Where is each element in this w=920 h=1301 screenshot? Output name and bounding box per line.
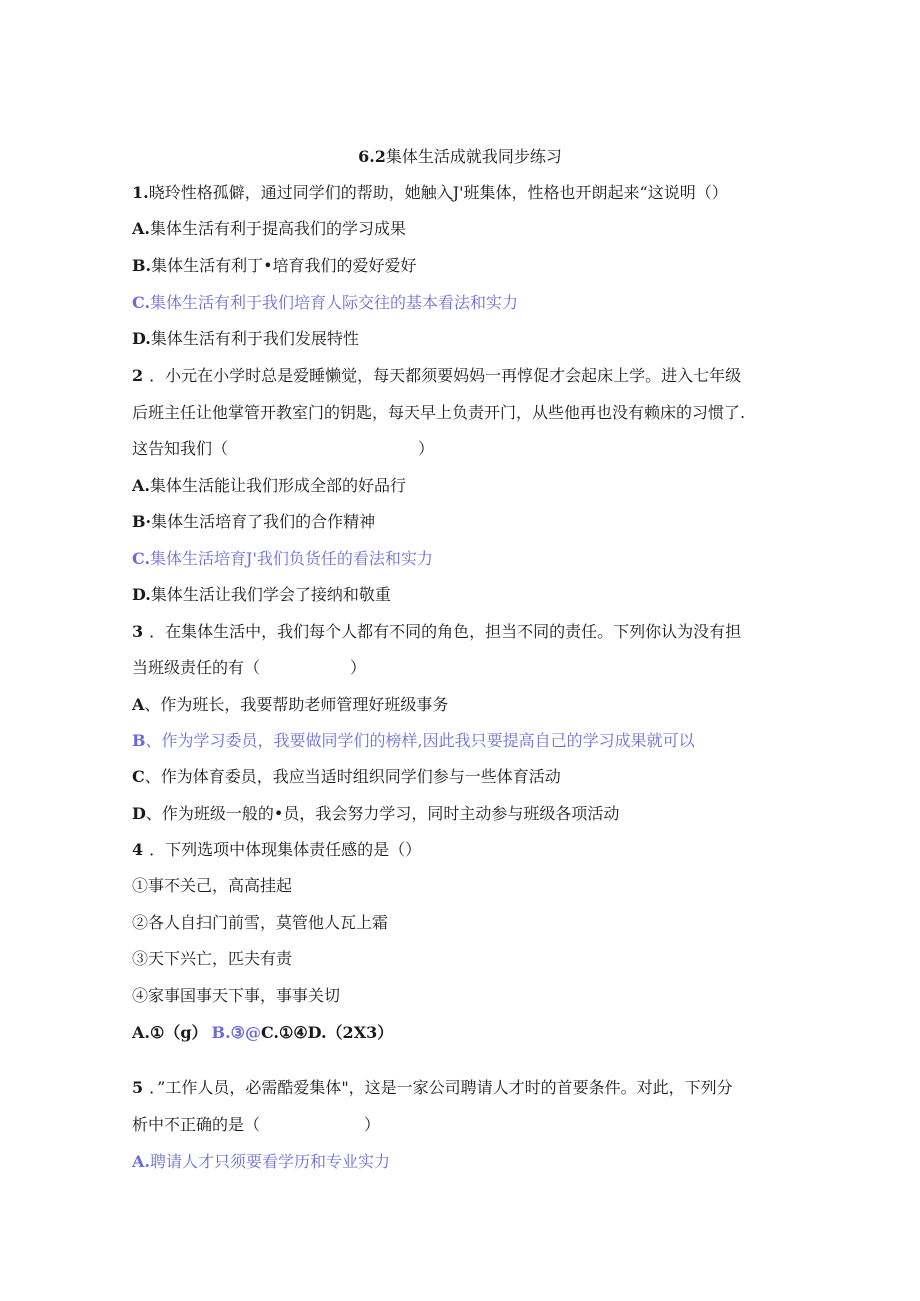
q1-option-a: A.集体生活有利于提高我们的学习成果 — [132, 219, 406, 238]
q4-statement-2: ②各人自扫门前雪，莫管他人瓦上霜 — [132, 913, 389, 932]
question-number: 1. — [132, 183, 149, 202]
q2-option-a: A.集体生活能让我们形成全部的好品行 — [132, 476, 406, 495]
q4-statement-4: ④家事国事天下事，事事关切 — [132, 986, 341, 1005]
q3-option-a: A、作为班长，我要帮助老师管理好班级事务 — [132, 695, 449, 714]
question-number: 3 — [132, 622, 144, 641]
q1-option-d: D.集体生活有利于我们发展特性 — [132, 329, 359, 348]
q4-choice-b: B.③@ — [211, 1023, 261, 1042]
q1-option-c: C.集体生活有利于我们培育人际交往的基本看法和实力 — [132, 293, 519, 312]
question-number: 4 — [132, 840, 144, 859]
question-2-stem-line-1: 2 ．小元在小学时总是爱睡懒觉，每天都须要妈妈一再惇促才会起床上学。进入七年级 — [132, 366, 742, 385]
question-3-stem-line-1: 3 ．在集体生活中，我们每个人都有不同的角色，担当不同的责任。下列你认为没有担 — [132, 622, 742, 641]
q4-statement-1: ①事不关己，高高挂起 — [132, 876, 293, 895]
q4-answer-choices — [132, 1022, 393, 1044]
q3-option-d: D、作为班级一般的•员，我会努力学习，同时主动参与班级各项活动 — [132, 804, 620, 823]
q2-option-b: B·集体生活培育了我们的合作精神 — [132, 512, 376, 531]
question-2-stem-line-3: 这告知我们（ ） — [132, 439, 435, 458]
title-number: 6.2 — [358, 147, 386, 166]
question-2-stem-line-2: 后班主任让他掌管开教室门的钥匙，每天早上负责开门，从些他再也没有赖床的习惯了. — [132, 403, 746, 422]
title-text: 集体生活成就我同步练习 — [385, 147, 562, 166]
question-3-stem-line-2: 当班级责任的有（ ） — [132, 658, 367, 677]
q1-option-b: B.集体生活有利丁•培育我们的爱好爱好 — [132, 256, 417, 275]
q4-statement-3: ③天下兴亡，匹夫有责 — [132, 949, 293, 968]
q2-option-c: C.集体生活培育J'我们负货任的看法和实力 — [132, 549, 433, 568]
question-1-stem: 1.晓玲性格孤僻，通过同学们的帮助，她触入J'班集体，性格也开朗起来“这说明（） — [132, 183, 728, 202]
q3-option-b: B、作为学习委员，我要做同学们的榜样,因此我只要提高自己的学习成果就可以 — [132, 731, 695, 750]
q5-option-a: A.聘请人才只须要看学历和专业实力 — [132, 1152, 390, 1171]
q3-option-c: C、作为体育委员，我应当适时组织同学们参与一些体育活动 — [132, 767, 561, 786]
question-5-stem-line-2: 析中不正确的是（ ） — [132, 1115, 381, 1134]
question-number: 2 — [132, 366, 144, 385]
question-5-stem-line-1: 5 ．”工作人员，必需酷爱集体"，这是一家公司聘请人才时的首要条件。对此，下列分 — [132, 1078, 733, 1097]
question-4-stem: 4 ．下列选项中体现集体责任感的是（） — [132, 840, 422, 859]
q4-choice-cd: C.①④D.（2X3） — [260, 1023, 394, 1042]
q4-choice-a: A.①（g） — [132, 1023, 208, 1042]
page-title — [0, 146, 920, 168]
question-number: 5 — [132, 1078, 144, 1097]
q2-option-d: D.集体生活让我们学会了接纳和敬重 — [132, 585, 391, 604]
